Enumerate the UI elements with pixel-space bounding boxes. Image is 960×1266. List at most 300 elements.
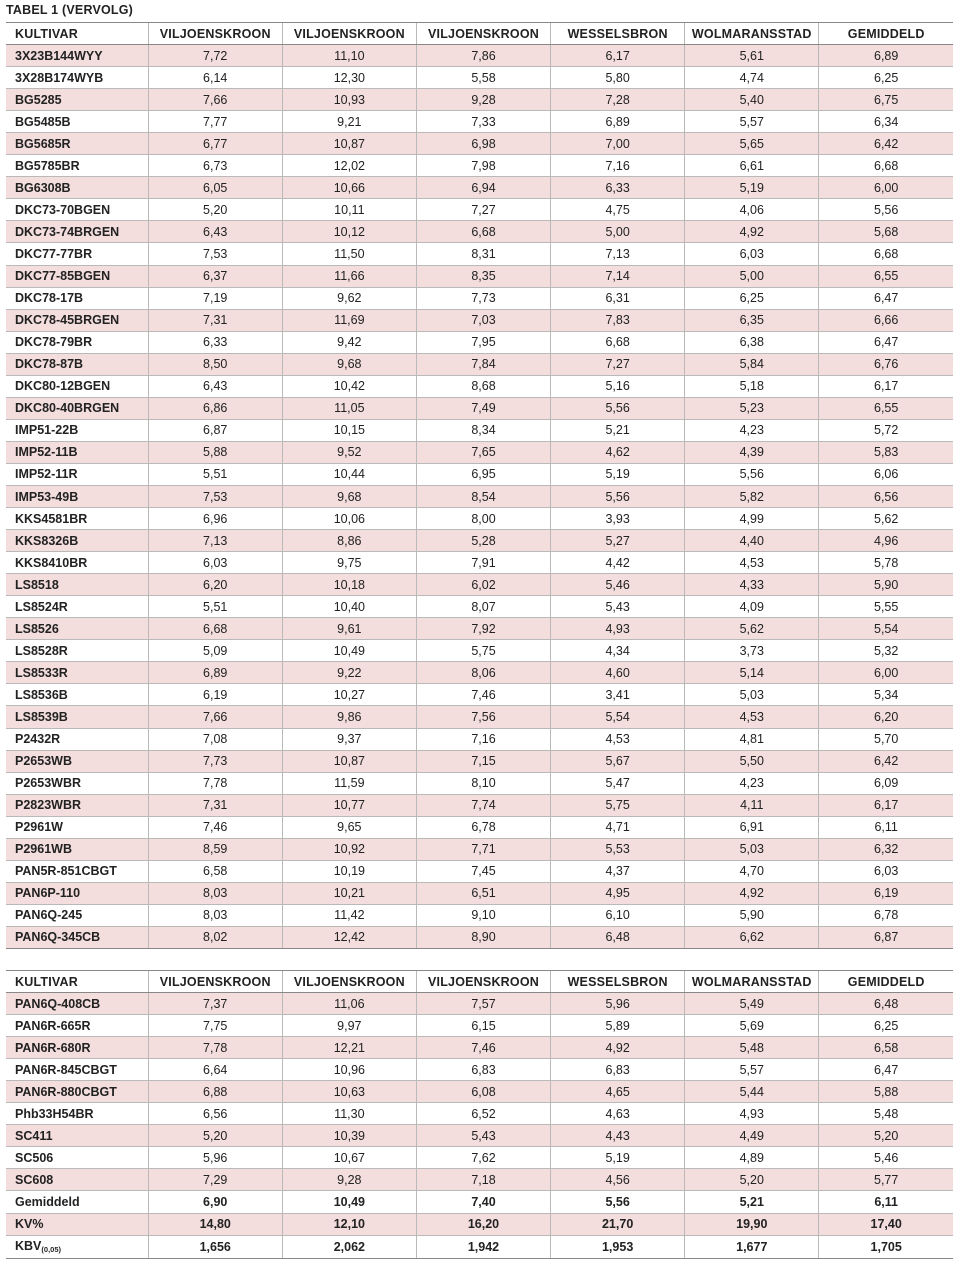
- value: 6,94: [471, 180, 496, 195]
- cultivar-name: BG5285: [15, 92, 62, 107]
- value: 4,53: [605, 732, 630, 747]
- value-cell: [416, 419, 550, 441]
- value-cell: [416, 640, 550, 662]
- cultivar-name-cell: [6, 750, 148, 772]
- cultivar-name: BG5485B: [15, 114, 71, 129]
- value: 6,96: [203, 511, 228, 526]
- value: 6,95: [471, 467, 496, 482]
- value-cell: [148, 353, 282, 375]
- value: 5,51: [203, 467, 228, 482]
- value-cell: [416, 1235, 550, 1258]
- table-row: [6, 706, 953, 728]
- table-row: [6, 530, 953, 552]
- value: 9,22: [337, 665, 362, 680]
- value: 3,73: [739, 643, 764, 658]
- value: 6,32: [874, 842, 899, 857]
- value: 6,47: [874, 1062, 899, 1077]
- value: 7,28: [605, 92, 630, 107]
- value-cell: [282, 287, 416, 309]
- cultivar-name-cell: [6, 155, 148, 177]
- value: 4,75: [605, 202, 630, 217]
- value: 6,89: [203, 665, 228, 680]
- value-cell: [685, 860, 819, 882]
- table-row: [6, 750, 953, 772]
- value-cell: [685, 331, 819, 353]
- value: 11,30: [334, 1106, 365, 1121]
- value: 19,90: [736, 1217, 768, 1232]
- value-cell: [282, 706, 416, 728]
- summary-row: [6, 1235, 953, 1258]
- value-cell: [685, 199, 819, 221]
- value-cell: [819, 133, 953, 155]
- value-cell: [819, 1059, 953, 1081]
- header-gemiddeld: GEMIDDELD: [819, 971, 953, 993]
- value-cell: [551, 177, 685, 199]
- value: 9,61: [337, 621, 362, 636]
- value: 5,23: [739, 401, 764, 416]
- value: 5,46: [605, 577, 630, 592]
- cultivar-name-cell: [6, 375, 148, 397]
- value-cell: [282, 199, 416, 221]
- table-row: [6, 89, 953, 111]
- value: 5,72: [874, 423, 899, 438]
- cultivar-name-cell: [6, 309, 148, 331]
- value-cell: [148, 309, 282, 331]
- value: 3,41: [605, 687, 630, 702]
- value: 6,98: [471, 136, 496, 151]
- cultivar-name: SC506: [15, 1150, 54, 1165]
- value-cell: [148, 1015, 282, 1037]
- cultivar-name-cell: [6, 728, 148, 750]
- value-cell: [551, 508, 685, 530]
- value-cell: [819, 1235, 953, 1258]
- value-cell: [685, 640, 819, 662]
- value-cell: [416, 1147, 550, 1169]
- value: 6,20: [203, 577, 228, 592]
- cultivar-name: KV%: [15, 1217, 44, 1232]
- value: 5,80: [605, 70, 630, 85]
- value: 7,40: [471, 1194, 496, 1209]
- cultivar-name-cell: [6, 1235, 148, 1258]
- value: 7,92: [471, 621, 496, 636]
- value: 10,11: [334, 202, 365, 217]
- cultivar-name: PAN6Q-408CB: [15, 996, 101, 1011]
- table-row: [6, 441, 953, 463]
- cultivar-name-cell: [6, 993, 148, 1015]
- header-wesselsbron: WESSELSBRON: [551, 23, 685, 45]
- value-cell: [819, 530, 953, 552]
- value-cell: [819, 463, 953, 485]
- value: 5,90: [874, 577, 899, 592]
- value: 6,11: [874, 820, 898, 835]
- cultivar-name-cell: [6, 1037, 148, 1059]
- value-cell: [819, 111, 953, 133]
- cultivar-name: DKC78-45BRGEN: [15, 313, 120, 328]
- cultivar-name-cell: [6, 1147, 148, 1169]
- value: 9,10: [471, 908, 496, 923]
- value-cell: [551, 1037, 685, 1059]
- cultivar-name: LS8524R: [15, 599, 68, 614]
- value: 5,57: [739, 114, 764, 129]
- value-cell: [685, 375, 819, 397]
- value-cell: [416, 375, 550, 397]
- value-cell: [148, 838, 282, 860]
- value-cell: [819, 860, 953, 882]
- value-cell: [551, 1235, 685, 1258]
- value: 6,90: [203, 1194, 228, 1209]
- value-cell: [819, 397, 953, 419]
- value: 5,00: [605, 224, 630, 239]
- value: 8,00: [471, 511, 496, 526]
- value-cell: [416, 45, 550, 67]
- value: 8,03: [203, 886, 228, 901]
- value-cell: [819, 199, 953, 221]
- value-cell: [685, 309, 819, 331]
- cultivar-name: BG5785BR: [15, 158, 80, 173]
- table-row: [6, 926, 953, 948]
- value: 6,08: [471, 1084, 496, 1099]
- cultivar-name: KBV: [15, 1238, 42, 1253]
- value-cell: [551, 199, 685, 221]
- value-cell: [416, 1103, 550, 1125]
- value: 16,20: [467, 1217, 500, 1232]
- value-cell: [148, 640, 282, 662]
- value: 10,42: [333, 379, 365, 394]
- value: 8,03: [203, 908, 228, 923]
- value: 7,72: [203, 48, 228, 63]
- cultivar-name: 3X28B174WYB: [15, 70, 104, 85]
- value: 5,54: [874, 621, 899, 636]
- table-row: [6, 111, 953, 133]
- value-cell: [685, 618, 819, 640]
- value: 5,09: [203, 643, 228, 658]
- value: 4,11: [740, 798, 764, 813]
- value: 4,62: [605, 445, 630, 460]
- value: 5,65: [739, 136, 764, 151]
- value-cell: [148, 441, 282, 463]
- value: 7,56: [471, 709, 496, 724]
- value-cell: [282, 904, 416, 926]
- value-cell: [685, 265, 819, 287]
- value: 10,87: [333, 754, 365, 769]
- value-cell: [148, 530, 282, 552]
- value: 6,19: [203, 687, 228, 702]
- cultivar-name: LS8536B: [15, 687, 68, 702]
- value-cell: [282, 67, 416, 89]
- value: 7,13: [203, 533, 228, 548]
- value: 5,28: [471, 533, 496, 548]
- value: 6,83: [471, 1062, 496, 1077]
- value-cell: [685, 1037, 819, 1059]
- value: 7,49: [471, 401, 496, 416]
- cultivar-name: PAN5R-851CBGT: [15, 864, 117, 879]
- value: 5,77: [874, 1172, 899, 1187]
- value: 10,87: [333, 136, 365, 151]
- value-cell: [148, 860, 282, 882]
- value-cell: [148, 485, 282, 507]
- value: 6,77: [203, 136, 228, 151]
- cultivar-name-cell: [6, 45, 148, 67]
- value: 6,20: [874, 709, 899, 724]
- value-cell: [282, 574, 416, 596]
- value: 6,00: [874, 665, 899, 680]
- value-cell: [551, 375, 685, 397]
- value-cell: [551, 1191, 685, 1213]
- value-cell: [819, 1015, 953, 1037]
- value: 4,71: [605, 820, 630, 835]
- value: 6,42: [874, 754, 899, 769]
- value-cell: [551, 419, 685, 441]
- value: 4,74: [739, 70, 764, 85]
- value: 5,53: [605, 842, 630, 857]
- value: 12,10: [333, 1217, 365, 1232]
- value: 11,69: [334, 313, 365, 328]
- cultivar-name-cell: [6, 1081, 148, 1103]
- value: 6,55: [874, 269, 899, 284]
- value-cell: [282, 1015, 416, 1037]
- value-cell: [685, 45, 819, 67]
- table-row: [6, 463, 953, 485]
- value-cell: [551, 133, 685, 155]
- value: 5,20: [203, 1128, 228, 1143]
- value-cell: [416, 1037, 550, 1059]
- value-cell: [282, 816, 416, 838]
- value-cell: [282, 353, 416, 375]
- value-cell: [148, 772, 282, 794]
- value: 5,20: [203, 202, 228, 217]
- value: 6,06: [874, 467, 899, 482]
- value: 6,56: [203, 1106, 228, 1121]
- header-wolmaransstad: WOLMARANSSTAD: [685, 23, 819, 45]
- value-cell: [551, 640, 685, 662]
- value: 10,63: [333, 1084, 365, 1099]
- value: 6,48: [874, 996, 899, 1011]
- value-cell: [551, 882, 685, 904]
- value: 10,67: [333, 1150, 365, 1165]
- table-row: [6, 662, 953, 684]
- value-cell: [416, 243, 550, 265]
- value-cell: [282, 397, 416, 419]
- value: 4,43: [605, 1128, 630, 1143]
- value-cell: [819, 265, 953, 287]
- value: 6,88: [203, 1084, 228, 1099]
- value: 7,16: [605, 158, 630, 173]
- header-wesselsbron: WESSELSBRON: [551, 971, 685, 993]
- cultivar-name-cell: [6, 640, 148, 662]
- value: 5,67: [605, 754, 630, 769]
- value: 7,77: [203, 114, 228, 129]
- value-cell: [819, 221, 953, 243]
- cultivar-name-cell: [6, 508, 148, 530]
- value-cell: [148, 794, 282, 816]
- value: 12,30: [333, 70, 365, 85]
- value-cell: [685, 1191, 819, 1213]
- value-cell: [685, 706, 819, 728]
- value-cell: [551, 1125, 685, 1147]
- cultivar-name: SC411: [15, 1128, 53, 1143]
- value: 4,53: [739, 555, 764, 570]
- value-cell: [685, 67, 819, 89]
- value: 4,40: [739, 533, 764, 548]
- value-cell: [819, 485, 953, 507]
- value: 4,33: [739, 577, 764, 592]
- cultivar-name: DKC77-85BGEN: [15, 269, 111, 284]
- value: 6,15: [471, 1018, 496, 1033]
- value: 6,51: [471, 886, 496, 901]
- value-cell: [819, 926, 953, 948]
- value: 6,17: [605, 48, 630, 63]
- value-cell: [282, 45, 416, 67]
- value: 4,93: [739, 1106, 764, 1121]
- value-cell: [416, 662, 550, 684]
- value-cell: [685, 243, 819, 265]
- value-cell: [551, 111, 685, 133]
- value-cell: [416, 1169, 550, 1191]
- value: 5,27: [605, 533, 630, 548]
- value: 5,90: [739, 908, 764, 923]
- value-cell: [282, 485, 416, 507]
- table-row: [6, 1103, 953, 1125]
- value-cell: [148, 574, 282, 596]
- value-cell: [282, 1059, 416, 1081]
- value-cell: [282, 882, 416, 904]
- table-row: [6, 221, 953, 243]
- header-viljoenskroon-1: VILJOENSKROON: [148, 971, 282, 993]
- summary-row: [6, 1213, 953, 1235]
- value-cell: [416, 177, 550, 199]
- value: 12,02: [333, 158, 365, 173]
- value-cell: [685, 882, 819, 904]
- value: 6,78: [471, 820, 496, 835]
- value: 7,19: [203, 291, 228, 306]
- value-cell: [819, 816, 953, 838]
- table-row: [6, 177, 953, 199]
- value: 10,15: [333, 423, 365, 438]
- value: 10,44: [333, 467, 365, 482]
- value: 9,37: [337, 732, 362, 747]
- value: 4,23: [739, 776, 764, 791]
- value: 7,16: [471, 732, 496, 747]
- table-row: [6, 552, 953, 574]
- value-cell: [148, 552, 282, 574]
- value: 7,65: [471, 445, 496, 460]
- value-cell: [282, 1213, 416, 1235]
- value: 8,50: [203, 357, 228, 372]
- cultivar-name-cell: [6, 485, 148, 507]
- value-cell: [551, 1213, 685, 1235]
- value-cell: [685, 89, 819, 111]
- value: 5,96: [605, 996, 630, 1011]
- cultivar-name-cell: [6, 89, 148, 111]
- cultivar-name-cell: [6, 684, 148, 706]
- value: 10,06: [333, 511, 365, 526]
- value-cell: [819, 838, 953, 860]
- value-cell: [148, 1059, 282, 1081]
- value-cell: [148, 265, 282, 287]
- value-cell: [819, 728, 953, 750]
- cultivar-name-cell: [6, 463, 148, 485]
- value: 10,19: [333, 864, 365, 879]
- value-cell: [685, 441, 819, 463]
- cultivar-name-cell: [6, 574, 148, 596]
- value-cell: [819, 67, 953, 89]
- value: 11,50: [334, 246, 365, 261]
- value: 7,75: [203, 1018, 228, 1033]
- value: 7,78: [203, 1040, 228, 1055]
- value-cell: [685, 596, 819, 618]
- value-cell: [416, 904, 550, 926]
- value-cell: [148, 243, 282, 265]
- value: 6,68: [471, 224, 496, 239]
- value: 9,86: [337, 709, 362, 724]
- value: 7,78: [203, 776, 228, 791]
- value: 7,73: [471, 291, 496, 306]
- cultivar-name: LS8518: [15, 577, 59, 592]
- value-cell: [551, 463, 685, 485]
- value: 8,68: [471, 379, 496, 394]
- value-cell: [819, 331, 953, 353]
- value-cell: [819, 375, 953, 397]
- value-cell: [148, 993, 282, 1015]
- value: 6,73: [203, 158, 228, 173]
- value-cell: [148, 1191, 282, 1213]
- value-cell: [551, 772, 685, 794]
- value: 5,83: [874, 445, 899, 460]
- value-cell: [416, 353, 550, 375]
- results-table-part-1: [6, 22, 953, 949]
- cultivar-name: IMP51-22B: [15, 423, 79, 438]
- value: 6,91: [739, 820, 764, 835]
- table-row: [6, 1125, 953, 1147]
- value-cell: [685, 530, 819, 552]
- value: 8,86: [337, 533, 362, 548]
- value-cell: [282, 750, 416, 772]
- value-cell: [819, 243, 953, 265]
- cultivar-name-cell: [6, 397, 148, 419]
- value-cell: [819, 155, 953, 177]
- value-cell: [148, 926, 282, 948]
- table-row: [6, 1169, 953, 1191]
- value: 6,43: [203, 224, 228, 239]
- value: 8,54: [471, 489, 496, 504]
- value-cell: [148, 177, 282, 199]
- value-cell: [551, 67, 685, 89]
- cultivar-name-cell: [6, 419, 148, 441]
- value-cell: [416, 772, 550, 794]
- value-cell: [551, 265, 685, 287]
- table-row: [6, 485, 953, 507]
- cultivar-name: 3X23B144WYY: [15, 48, 103, 63]
- value-cell: [148, 1125, 282, 1147]
- value-cell: [685, 728, 819, 750]
- value-cell: [416, 750, 550, 772]
- value: 10,49: [333, 1194, 365, 1209]
- value: 7,66: [203, 92, 228, 107]
- value-cell: [685, 662, 819, 684]
- value: 11,59: [334, 776, 365, 791]
- table-row: [6, 375, 953, 397]
- cultivar-name: Phb33H54BR: [15, 1106, 94, 1121]
- value-cell: [819, 441, 953, 463]
- value: 5,56: [605, 401, 630, 416]
- value-cell: [282, 618, 416, 640]
- value: 7,53: [203, 489, 228, 504]
- value-cell: [685, 287, 819, 309]
- cultivar-name: P2961WB: [15, 842, 72, 857]
- value-cell: [685, 133, 819, 155]
- value-cell: [551, 331, 685, 353]
- value: 6,03: [203, 555, 228, 570]
